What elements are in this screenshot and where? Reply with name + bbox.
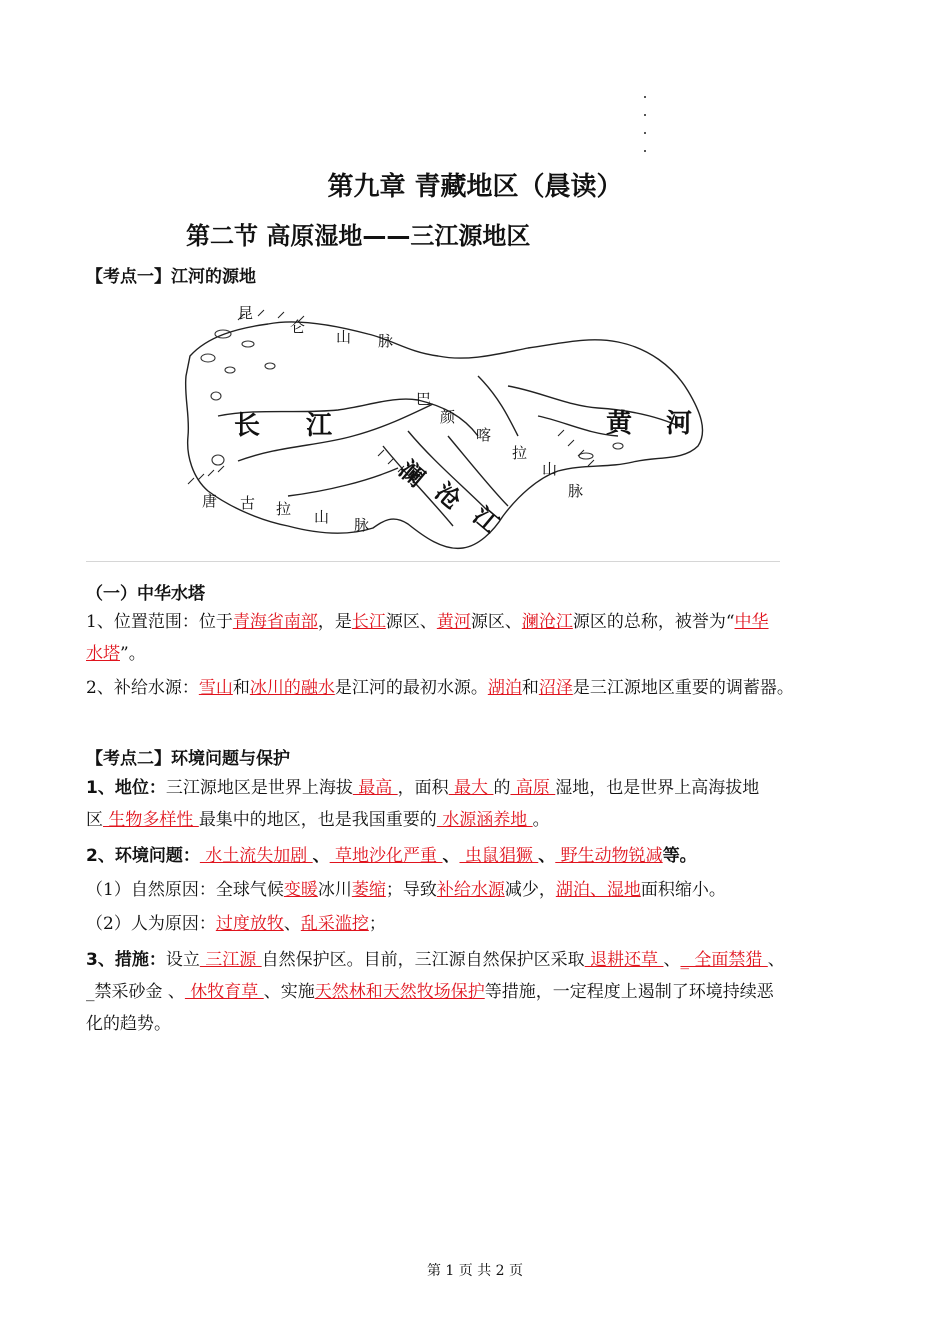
p1-t1: ，面积 bbox=[397, 778, 449, 798]
item1-t4: 源区的总称，被誉为“ bbox=[572, 612, 735, 632]
blank-shuita: 水塔 bbox=[86, 644, 120, 664]
label-tang: 唐 bbox=[202, 492, 218, 510]
label-shan1: 山 bbox=[336, 328, 352, 346]
label-ka: 喀 bbox=[476, 426, 492, 444]
p1-t3: 湿地，也是世界上高海拔地 bbox=[555, 778, 760, 798]
p1-t2: 的 bbox=[493, 778, 511, 798]
p2 bbox=[86, 840, 886, 872]
label-la1: 拉 bbox=[512, 444, 528, 462]
blank-jinlie: _ 全面禁猎 bbox=[680, 950, 768, 970]
p5-t6: 等措施，一定程度上遏制了环境持续恶 bbox=[484, 982, 774, 1002]
p2-label: 2、环境问题： bbox=[86, 846, 200, 866]
sub1-title: （一）中华水塔 bbox=[86, 584, 205, 604]
label-gu: 古 bbox=[240, 494, 256, 512]
p5-t4: _禁采砂金 、 bbox=[86, 982, 185, 1002]
kaodian1-title: 江河的源地 bbox=[171, 267, 256, 287]
p5-t5: 、实施 bbox=[263, 982, 315, 1002]
kaodian2-title: 环境问题与保护 bbox=[171, 749, 290, 769]
chapter-title: 第九章 青藏地区（晨读） bbox=[327, 172, 623, 202]
blank-shengwu: 生物多样性 bbox=[103, 810, 199, 830]
label-lun: 仑 bbox=[290, 318, 306, 336]
blank-hubo-shidi: 湖泊、湿地 bbox=[555, 880, 641, 900]
p1 bbox=[86, 772, 886, 836]
page-footer: 第 1 页 共 2 页 bbox=[426, 1263, 524, 1279]
label-shan2: 山 bbox=[542, 460, 558, 478]
p2-s1: 、 bbox=[312, 846, 330, 866]
blank-lancangjiang: 澜沧江 bbox=[521, 612, 573, 632]
label-mai3: 脉 bbox=[354, 516, 370, 534]
blank-huanghe: 黄河 bbox=[436, 612, 471, 632]
p3-t1: 冰川 bbox=[317, 880, 352, 900]
p3-t3: 减少， bbox=[504, 880, 556, 900]
item1-prefix: 1、位置范围：位于 bbox=[86, 612, 233, 632]
blank-zhaoze: 沼泽 bbox=[538, 678, 573, 698]
item2-prefix: 2、补给水源： bbox=[86, 678, 199, 698]
label-jiang: 江 bbox=[306, 411, 333, 441]
p2-end: 等。 bbox=[662, 846, 697, 866]
item1-t5: ”。 bbox=[120, 644, 146, 664]
label-cang: 沧 bbox=[429, 477, 467, 515]
p5-t0: 设立 bbox=[165, 950, 200, 970]
item2-t1: 和 bbox=[232, 678, 250, 698]
blank-yesheng: 野生动物锐减 bbox=[555, 846, 663, 866]
sanjiangyuan-map bbox=[178, 296, 718, 556]
blank-biannuan: 变暖 bbox=[283, 880, 318, 900]
blank-xiumu: 休牧育草 bbox=[184, 982, 264, 1002]
blank-hubo: 湖泊 bbox=[487, 678, 522, 698]
blank-bujishuiyuan: 补给水源 bbox=[436, 880, 505, 900]
p3-t2: ；导致 bbox=[385, 880, 437, 900]
p2-s2: 、 bbox=[442, 846, 460, 866]
divider bbox=[86, 561, 780, 562]
label-shan3: 山 bbox=[314, 508, 330, 526]
blank-gaoyuan: 高原 bbox=[510, 778, 556, 798]
item2 bbox=[86, 672, 886, 704]
item2-t4: 是三江源地区重要的调蓄器。 bbox=[572, 678, 794, 698]
p1-t5: 最集中的地区，也是我国重要的 bbox=[198, 810, 437, 830]
blank-tianranlin: 天然林和天然牧场保护 bbox=[314, 982, 485, 1002]
blank-caodi: 草地沙化严重 bbox=[329, 846, 443, 866]
kaodian1-heading bbox=[86, 262, 256, 287]
p1-t0: 三江源地区是世界上海拔 bbox=[165, 778, 353, 798]
p1-label: 1、地位： bbox=[86, 778, 166, 798]
blank-sanjiangyuan: 三江源 bbox=[199, 950, 262, 970]
item2-t3: 和 bbox=[521, 678, 539, 698]
label-mai1: 脉 bbox=[378, 332, 394, 350]
label-lan: 澜 bbox=[393, 455, 431, 493]
p3-t4: 面积缩小。 bbox=[640, 880, 726, 900]
p4-t2: ； bbox=[368, 914, 386, 934]
p4 bbox=[86, 908, 886, 940]
p5-t1: 自然保护区。目前，三江源自然保护区采取 bbox=[261, 950, 585, 970]
blank-zuigao: 最高 bbox=[352, 778, 398, 798]
p2-s3: 、 bbox=[538, 846, 556, 866]
p3-prefix: （1）自然原因：全球气候 bbox=[86, 880, 284, 900]
blank-weisuo: 萎缩 bbox=[351, 880, 386, 900]
p5-t2: 、 bbox=[663, 950, 681, 970]
label-ba: 巴 bbox=[416, 390, 432, 408]
margin-dots bbox=[644, 96, 652, 168]
label-mai2: 脉 bbox=[568, 482, 584, 500]
label-jiang2: 江 bbox=[467, 501, 505, 539]
item1-t1: ，是 bbox=[317, 612, 352, 632]
blank-shuiyuan: 水源涵养地 bbox=[436, 810, 533, 830]
label-huang: 黄 bbox=[606, 409, 633, 439]
label-he: 河 bbox=[666, 409, 693, 439]
blank-chongshu: 虫鼠猖獗 bbox=[459, 846, 539, 866]
blank-tuigeng: 退耕还草 bbox=[584, 950, 664, 970]
blank-xueshan: 雪山 bbox=[198, 678, 233, 698]
p5-label: 3、措施： bbox=[86, 950, 166, 970]
p1-t4: 区 bbox=[86, 810, 103, 830]
kaodian2-heading bbox=[86, 744, 290, 769]
item1-t2: 源区、 bbox=[385, 612, 437, 632]
blank-shuitu: 水土流失加剧 bbox=[199, 846, 313, 866]
p4-t1: 、 bbox=[283, 914, 301, 934]
blank-zuida: 最大 bbox=[448, 778, 494, 798]
p5 bbox=[86, 944, 886, 1040]
label-yan: 颜 bbox=[440, 408, 456, 426]
blank-changjiang: 长江 bbox=[351, 612, 386, 632]
kaodian2-label: 【考点二】 bbox=[86, 749, 171, 769]
blank-qinghai: 青海省南部 bbox=[232, 612, 318, 632]
blank-zhonghua: 中华 bbox=[734, 612, 769, 632]
kaodian1-label: 【考点一】 bbox=[86, 267, 171, 287]
p5-t3: 、 bbox=[767, 950, 785, 970]
p5-t7: 化的趋势。 bbox=[86, 1014, 171, 1034]
item1-t3: 源区、 bbox=[470, 612, 522, 632]
p4-prefix: （2）人为原因： bbox=[86, 914, 216, 934]
label-kun: 昆 bbox=[238, 304, 254, 322]
item2-t2: 是江河的最初水源。 bbox=[334, 678, 488, 698]
item1 bbox=[86, 606, 886, 670]
blank-bingchuan: 冰川的融水 bbox=[249, 678, 335, 698]
section-title: 第二节 高原湿地——三江源地区 bbox=[186, 222, 531, 250]
blank-guodu: 过度放牧 bbox=[215, 914, 284, 934]
label-chang: 长 bbox=[234, 411, 261, 441]
blank-luancai: 乱采滥挖 bbox=[300, 914, 369, 934]
label-la2: 拉 bbox=[276, 500, 292, 518]
p3 bbox=[86, 874, 886, 906]
p1-t6: 。 bbox=[532, 810, 550, 830]
